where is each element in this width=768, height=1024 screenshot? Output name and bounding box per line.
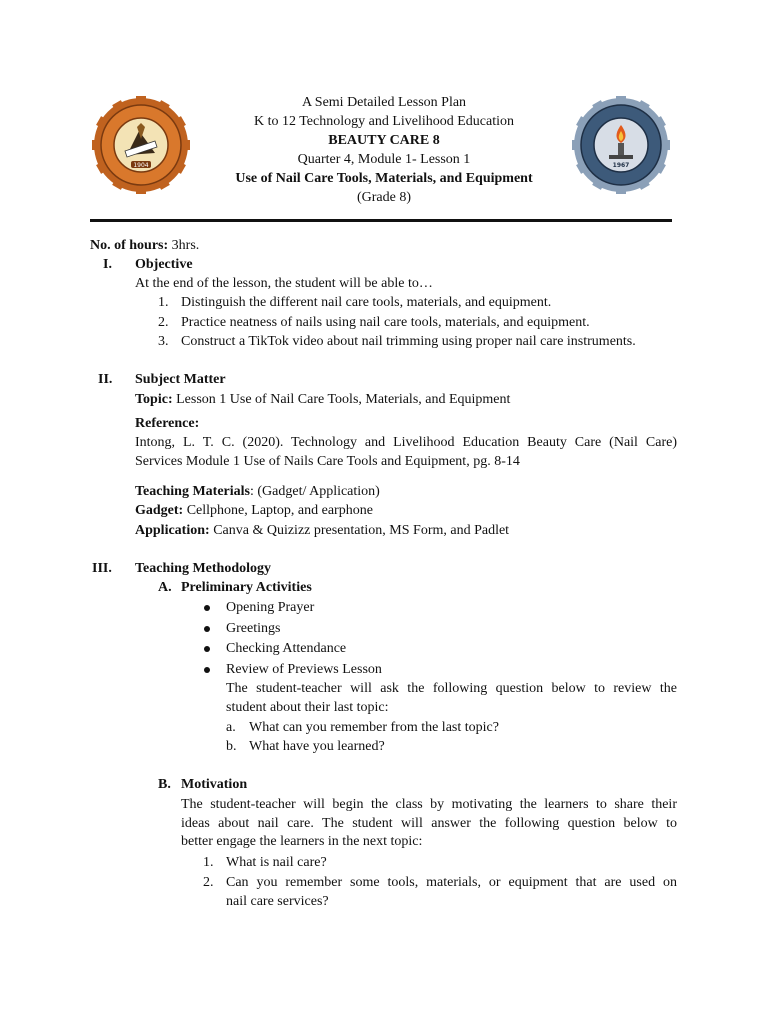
hours-line (90, 237, 199, 255)
list-item: Distinguish the different nail care tools, materials, and equipment. (181, 295, 552, 310)
quarter-label: Quarter 4, Module 1- Lesson 1 (297, 152, 471, 167)
subsection-title: Preliminary Activities (181, 580, 312, 595)
application-line (135, 522, 509, 540)
list-number: 1. (158, 295, 169, 310)
reference-line: Services Module 1 Use of Nails Care Tools and Equipment, pg. 8-14 (135, 453, 520, 469)
topic-line (135, 391, 510, 409)
review-text (226, 680, 677, 717)
list-number: 2. (158, 315, 169, 330)
list-item-line: nail care services? (226, 893, 329, 909)
hours-value: 3hrs. (171, 238, 200, 253)
list-item (226, 874, 677, 911)
review-line: The student-teacher will ask the following question below to review the (226, 681, 677, 696)
motivation-line: The student-teacher will begin the class by motivating the learners to share their (181, 797, 677, 812)
header-line-2: K to 12 Technology and Livelihood Education (253, 114, 515, 129)
bullet-item: Opening Prayer (226, 600, 315, 615)
list-item: What is nail care? (226, 855, 327, 870)
list-item: What can you remember from the last topic? (249, 720, 499, 735)
university-seal-icon (92, 96, 190, 194)
bullet-icon (204, 605, 210, 611)
list-item: Practice neatness of nails using nail care tools, materials, and equipment. (181, 315, 590, 330)
list-number: 2. (203, 875, 214, 890)
materials-line (135, 483, 380, 501)
bullet-item: Checking Attendance (226, 641, 347, 656)
materials-value: : (Gadget/ Application) (249, 484, 380, 499)
hours-label: No. of hours: (90, 238, 169, 253)
application-value: Canva & Quizizz presentation, MS Form, and Padlet (213, 523, 510, 538)
section-title: Teaching Methodology (135, 561, 271, 576)
gadget-value: Cellphone, Laptop, and earphone (186, 503, 373, 518)
list-item: Construct a TikTok video about nail trimming using proper nail care instruments. (181, 334, 636, 349)
list-letter: b. (226, 739, 237, 754)
gadget-line (135, 502, 373, 520)
bullet-item: Review of Previews Lesson (226, 662, 382, 677)
reference-label: Reference: (135, 416, 200, 431)
list-item-line: Can you remember some tools, materials, or equipment that are used on (226, 875, 677, 890)
list-item: What have you learned? (249, 739, 385, 754)
materials-label: Teaching Materials (135, 484, 250, 499)
application-label: Application: (135, 523, 210, 538)
section-title: Subject Matter (135, 372, 226, 387)
svg-text:1967: 1967 (612, 162, 630, 169)
bullet-icon (204, 646, 210, 652)
list-number: 1. (203, 855, 214, 870)
section-number: III. (92, 561, 112, 576)
subsection-letter: A. (158, 580, 172, 595)
subsection-letter: B. (158, 777, 171, 792)
subject-title: BEAUTY CARE 8 (328, 133, 440, 148)
reference-text (135, 434, 677, 471)
motivation-text (181, 796, 677, 852)
subsection-title: Motivation (181, 777, 248, 792)
topic-label: Topic: (135, 392, 173, 407)
grade-label: (Grade 8) (356, 190, 412, 205)
review-line: student about their last topic: (226, 699, 389, 715)
section-number: II. (98, 372, 113, 387)
motivation-line: ideas about nail care. The student will answer the following question below to (181, 815, 677, 831)
topic-value: Lesson 1 Use of Nail Care Tools, Materials, and Equipment (176, 392, 511, 407)
bullet-item: Greetings (226, 621, 281, 636)
section-number: I. (103, 257, 112, 272)
bullet-icon (204, 667, 210, 673)
bullet-icon (204, 626, 210, 632)
header-divider (90, 219, 672, 222)
document-header (200, 93, 568, 207)
objective-intro: At the end of the lesson, the student will be able to… (135, 276, 433, 291)
header-line-1: A Semi Detailed Lesson Plan (301, 95, 467, 110)
list-number: 3. (158, 334, 169, 349)
reference-line: Intong, L. T. C. (2020). Technology and Livelihood Education Beauty Care (Nail Care) (135, 435, 677, 450)
lesson-title: Use of Nail Care Tools, Materials, and Equipment (235, 171, 533, 186)
section-title: Objective (135, 257, 193, 272)
list-letter: a. (226, 720, 236, 735)
motivation-line: better engage the learners in the next topic: (181, 834, 423, 849)
gadget-label: Gadget: (135, 503, 184, 518)
college-seal-icon (572, 96, 670, 194)
svg-text:1904: 1904 (133, 162, 149, 169)
